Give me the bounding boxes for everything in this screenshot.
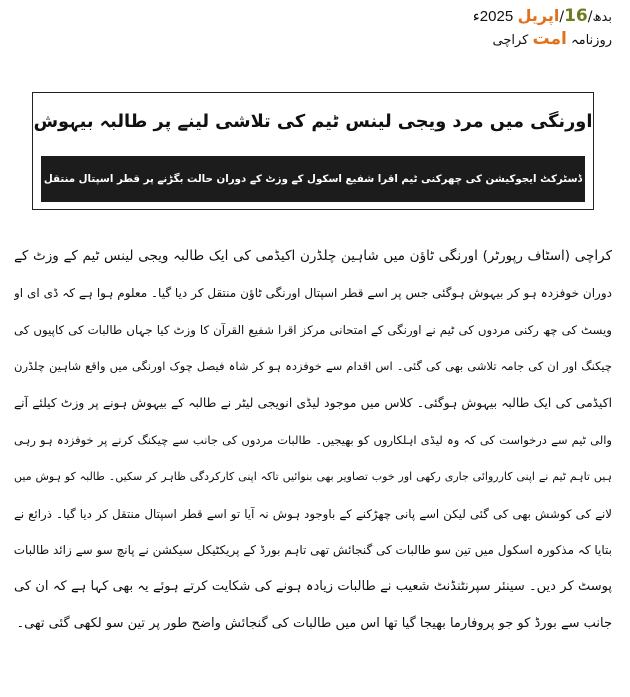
- date-month: اپریل: [517, 6, 560, 25]
- article-line: اکیڈمی کی ایک طالبہ بیہوش ہوگئی۔ کلاس میں موجود لیڈی انویجی لیٹر نے طالبہ کے بیہوش ہونے پر وزٹ کیلئے آنے: [14, 396, 612, 411]
- date-year: 2025ء: [472, 8, 514, 25]
- subheadline: ڈسٹرکٹ ایجوکیشن کی چھرکنی ٹیم اقرا شفیع اسکول کے وزٹ کے دوران حالت بگڑنے پر قطر اسپتال منتقل: [41, 156, 585, 202]
- article-line: جانب سے بورڈ کو جو پروفارما بھیجا گیا تھا اس میں طالبات کی گنجائش واضح طور پر تین سو لکھی گئی تھی۔: [16, 615, 612, 631]
- headline-box: [32, 92, 594, 210]
- date-separator: /: [559, 9, 565, 25]
- date-separator: /: [587, 9, 593, 25]
- article-line: چیکنگ اور ان کی جامہ تلاشی بھی کی گئی۔ اس اقدام سے خوفزدہ ہو کر شاہ فیصل چوک اورنگی میں واقع شاہین چلڈرن: [14, 359, 612, 374]
- newspaper-name: [432, 28, 612, 52]
- headline: اورنگی میں مرد ویجی لینس ٹیم کی تلاشی لینے پر طالبہ بیہوش: [33, 112, 593, 132]
- masthead: [432, 6, 612, 52]
- article-line: پوسٹ کر دیں۔ سینئر سپرنٹنڈنٹ شعیب نے طالبات زیادہ ہونے کی شکایت کرتے ہوئے یہ بھی کہا ہے کہ ان کی: [14, 579, 612, 595]
- paper-prefix: روزنامہ: [571, 33, 612, 48]
- article-line: ویسٹ کی چھ رکنی مردوں کی ٹیم نے اورنگی کے امتحانی مرکز اقرا شفیع القرآن کا وزٹ کیا جہاں طالبات کی کاپیوں کی: [14, 322, 612, 337]
- article-line: دوران خوفزدہ ہو کر بیہوش ہوگئی جس پر اسے قطر اسپتال اورنگی ٹاؤن منتقل کر دیا گیا۔ معلوم ہوا ہے کہ ڈی ای او: [14, 285, 612, 300]
- article-line: کراچی (اسٹاف رپورٹر) اورنگی ٹاؤن میں شاہین چلڈرن اکیڈمی کی ایک طالبہ ویجی لینس ٹیم کے وزٹ کے: [14, 248, 612, 264]
- article-line: بتایا کہ مذکورہ اسکول میں تین سو طالبات کی گنجائش تھی تاہم بورڈ کے پریکٹیکل سیکشن نے پانچ سو سے زائد طالبات: [14, 543, 612, 558]
- article-line: والی ٹیم سے درخواست کی کہ وہ لیڈی اہلکاروں کو بھیجیں۔ طالبات مردوں کی جانب سے چیکنگ کرنے پر خوفزدہ ہو رہی: [14, 432, 612, 447]
- date-number: 16: [564, 6, 588, 26]
- paper-city: کراچی: [492, 33, 529, 48]
- article-line: لانے کی کوشش بھی کی گئی لیکن اسے پانی چھڑکنے کے باوجود ہوش نہ آیا تو اسے قطر اسپتال منتقل کر دیا گیا۔ ذرائع نے: [14, 506, 612, 521]
- article-body: [14, 238, 612, 643]
- paper-title: امت: [532, 29, 567, 49]
- article-line: ہیں تاہم ٹیم نے اپنی کارروائی جاری رکھی اور خوب تصاویر بھی بنوائیں تاکہ اپنی کارکردگی ظاہر کر سکیں۔ طالبہ کو ہوش میں: [14, 469, 612, 483]
- date-day: بدھ: [592, 10, 612, 25]
- publication-date: [432, 6, 612, 28]
